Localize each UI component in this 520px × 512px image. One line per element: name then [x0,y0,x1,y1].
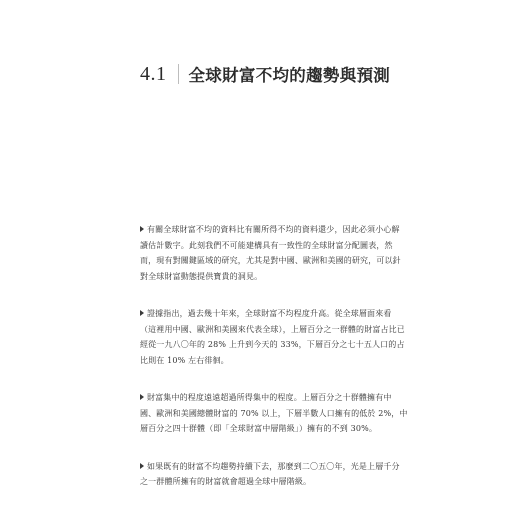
bullet-triangle-icon [140,310,144,316]
bullet-triangle-icon [140,394,144,400]
bullet-triangle-icon [140,226,144,232]
paragraph-line: 如果既有的財富不均趨勢持續下去，那麼到二〇五〇年，光是上層千分 [147,461,400,471]
paragraph [140,306,418,368]
paragraph-line: 讀估計數字。此刻我們不可能建構具有一致性的全球財富分配圖表，然 [140,240,393,250]
paragraph [140,222,418,284]
paragraph-line: 對全球財富動態提供寶貴的洞見。 [140,271,263,281]
paragraph-line: 經從一九八〇年的 28% 上升到今天的 33%，下層百分之七十五人口的占 [140,340,405,349]
bullet-triangle-icon [140,463,144,469]
paragraph [140,459,418,490]
paragraph-line: 國、歐洲和美國總體財富的 70% 以上，下層半數人口擁有的低於 2%，中 [140,408,408,418]
paragraph-line: 層百分之四十群體（即「全球財富中層階級」）擁有的不到 30%。 [140,424,377,433]
paragraph-line: 而，現有對關鍵區域的研究，尤其是對中國、歐洲和美國的研究，可以針 [140,256,401,265]
body-text [140,222,418,512]
paragraph-line: 財富集中的程度遠遠超過所得集中的程度。上層百分之十群體擁有中 [147,393,392,402]
paragraph-line: 之一群體所擁有的財富就會超過全球中層階級。 [140,477,312,486]
heading-divider [178,64,179,84]
paragraph-line: 比則在 10% 左右徘徊。 [140,355,229,365]
paragraph-line: 證據指出，過去幾十年來，全球財富不均程度升高。從全球層面來看 [147,309,392,318]
paragraph [140,390,418,437]
section-number: 4.1 [140,62,167,85]
section-heading [140,60,390,88]
paragraph-line: 有關全球財富不均的資料比有關所得不均的資料還少，因此必須小心解 [147,225,400,234]
paragraph-line: （這裡用中國、歐洲和美國來代表全球），上層百分之一群體的財富占比已 [140,324,405,334]
section-title: 全球財富不均的趨勢與預測 [188,66,391,85]
